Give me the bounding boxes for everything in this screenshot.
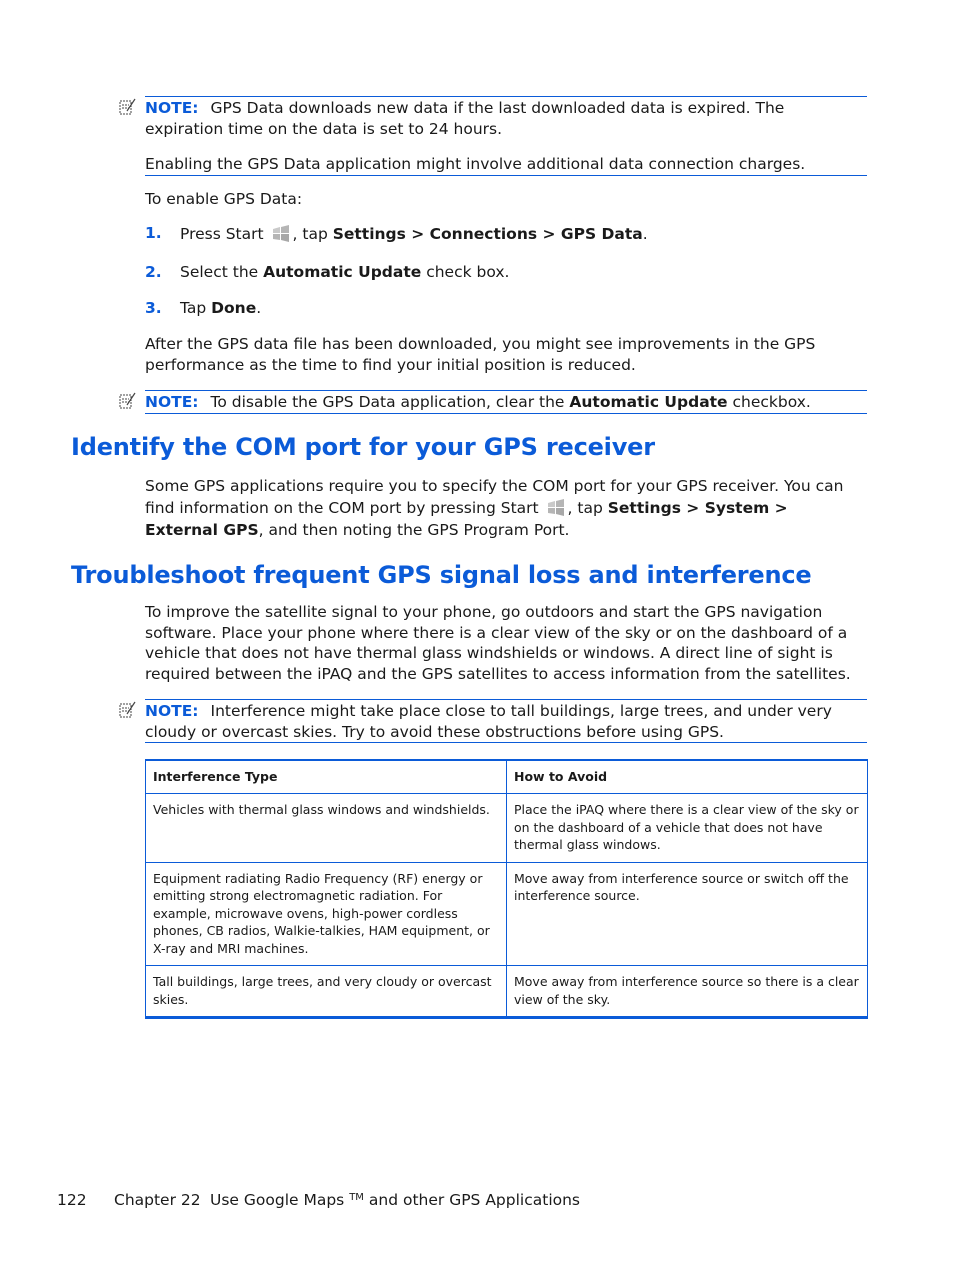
table-cell: Vehicles with thermal glass windows and windshields.: [146, 794, 507, 863]
intro-text: To enable GPS Data:: [145, 190, 303, 208]
note-icon: [118, 701, 136, 719]
section-heading: Identify the COM port for your GPS receiver: [71, 433, 655, 461]
note-icon: [118, 392, 136, 410]
chapter-title: Use Google Maps ™ and other GPS Applications: [210, 1191, 581, 1209]
table-cell: Move away from interference source so there is a clear view of the sky.: [507, 966, 868, 1018]
step-text: Tap Done.: [180, 299, 262, 317]
note-text: NOTE: GPS Data downloads new data if the last downloaded data is expired. The expiration time on the data is set to 24 hours.: [145, 99, 785, 138]
after-steps-text: After the GPS data file has been downloaded, you might see improvements in the GPS performance as the time to find your initial position is reduced.: [145, 335, 816, 374]
table-row: [146, 862, 868, 966]
table-header: How to Avoid: [507, 760, 868, 794]
table-cell: Equipment radiating Radio Frequency (RF) energy or emitting strong electromagnetic radiation. For example, microwave ovens, high-power cordless phones, CB radios, Walkie-talkies, HAM equipment, or X-ray and MRI machines.: [146, 862, 507, 966]
note-label: NOTE:: [145, 393, 199, 411]
section-paragraph: To improve the satellite signal to your phone, go outdoors and start the GPS navigation software. Place your phone where there is a clear view of the sky or on the dashboard of a vehicle that does not have thermal glass windshields or windows. A direct line of sight is required between the iPAQ and the GPS satellites to access information from the satellites.: [145, 603, 851, 683]
note-label: NOTE:: [145, 99, 199, 117]
step-number: 2.: [145, 263, 162, 281]
table-cell: Move away from interference source or switch off the interference source.: [507, 862, 868, 966]
note-label: NOTE:: [145, 702, 199, 720]
table-header: Interference Type: [146, 760, 507, 794]
section-paragraph: Some GPS applications require you to specify the COM port for your GPS receiver. You can find information on the COM port by pressing Start , tap Settings > System > External GPS, and then noting the GPS Program Port.: [145, 477, 844, 539]
table-row: [146, 966, 868, 1018]
table-cell: Tall buildings, large trees, and very cloudy or overcast skies.: [146, 966, 507, 1018]
step-number: 3.: [145, 299, 162, 317]
note-box: [145, 96, 867, 176]
note-box: NOTE: To disable the GPS Data application, clear the Automatic Update checkbox.: [145, 390, 867, 414]
table-row: [146, 794, 868, 863]
table-cell: Place the iPAQ where there is a clear view of the sky or on the dashboard of a vehicle that does not have thermal glass windows.: [507, 794, 868, 863]
windows-start-icon: [546, 498, 566, 518]
note-text-2: Enabling the GPS Data application might involve additional data connection charges.: [145, 155, 806, 173]
section-heading: Troubleshoot frequent GPS signal loss and interference: [71, 561, 812, 589]
interference-table: [145, 759, 868, 1019]
chapter-label: Chapter 22: [114, 1191, 201, 1209]
page-number: 122: [57, 1191, 87, 1209]
step-number: 1.: [145, 224, 162, 242]
windows-start-icon: [271, 224, 291, 244]
note-box: NOTE: Interference might take place close to tall buildings, large trees, and under very cloudy or overcast skies. Try to avoid these obstructions before using GPS.: [145, 699, 867, 743]
table-header-row: [146, 760, 868, 794]
step-text: Press Start , tap Settings > Connections > GPS Data.: [180, 225, 648, 243]
step-text: Select the Automatic Update check box.: [180, 263, 510, 281]
note-icon: [118, 98, 136, 116]
